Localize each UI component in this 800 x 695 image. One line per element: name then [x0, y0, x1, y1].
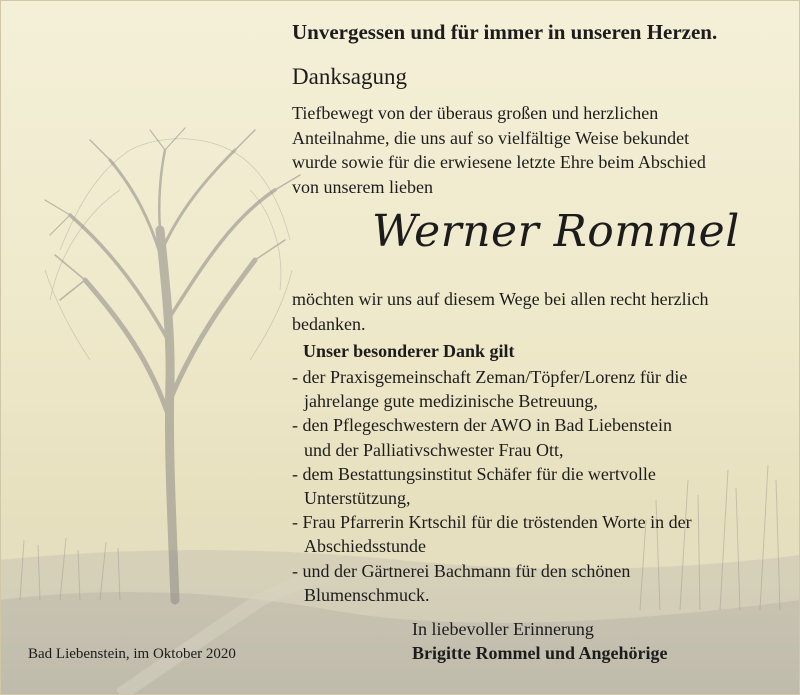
place-date: Bad Liebenstein, im Oktober 2020: [28, 646, 236, 662]
deceased-name: Werner Rommel: [372, 206, 740, 257]
intro-line: von unserem lieben: [292, 176, 433, 197]
list-item-continuation: jahrelange gute medizinische Betreuung,: [304, 391, 598, 412]
closing-line: möchten wir uns auf diesem Wege bei allen recht herzlich: [292, 289, 709, 309]
notice-heading: Unvergessen und für immer in unseren Herzen.: [292, 20, 718, 44]
intro-line: Anteilnahme, die uns auf so vielfältige Weise bekundet: [292, 127, 690, 148]
list-item-continuation: Unterstützung,: [304, 488, 411, 509]
list-item: - den Pflegeschwestern der AWO in Bad Liebenstein: [292, 415, 672, 436]
closing-paragraph: [292, 287, 772, 336]
memory-line: In liebevoller Erinnerung: [412, 619, 594, 639]
list-item: - Frau Pfarrerin Krtschil für die tröstenden Worte in der: [292, 512, 692, 533]
intro-paragraph: [292, 101, 772, 199]
list-item-continuation: Blumenschmuck.: [304, 584, 430, 605]
list-item-continuation: Abschiedsstunde: [304, 536, 426, 557]
special-thanks-heading: Unser besonderer Dank gilt: [303, 341, 515, 361]
closing-line: bedanken.: [292, 313, 366, 334]
signature: Brigitte Rommel und Angehörige: [412, 643, 668, 663]
intro-line: wurde sowie für die erwiesene letzte Ehre beim Abschied: [292, 152, 706, 172]
thanks-list: [292, 365, 772, 607]
intro-line: Tiefbewegt von der überaus großen und herzlichen: [292, 103, 659, 123]
list-item-continuation: und der Palliativschwester Frau Ott,: [304, 439, 564, 460]
list-item: - der Praxisgemeinschaft Zeman/Töpfer/Lorenz für die: [292, 367, 688, 387]
thanks-title: Danksagung: [292, 64, 407, 89]
list-item: - dem Bestattungsinstitut Schäfer für die wertvolle: [292, 463, 656, 484]
list-item: - und der Gärtnerei Bachmann für den schönen: [292, 560, 631, 581]
